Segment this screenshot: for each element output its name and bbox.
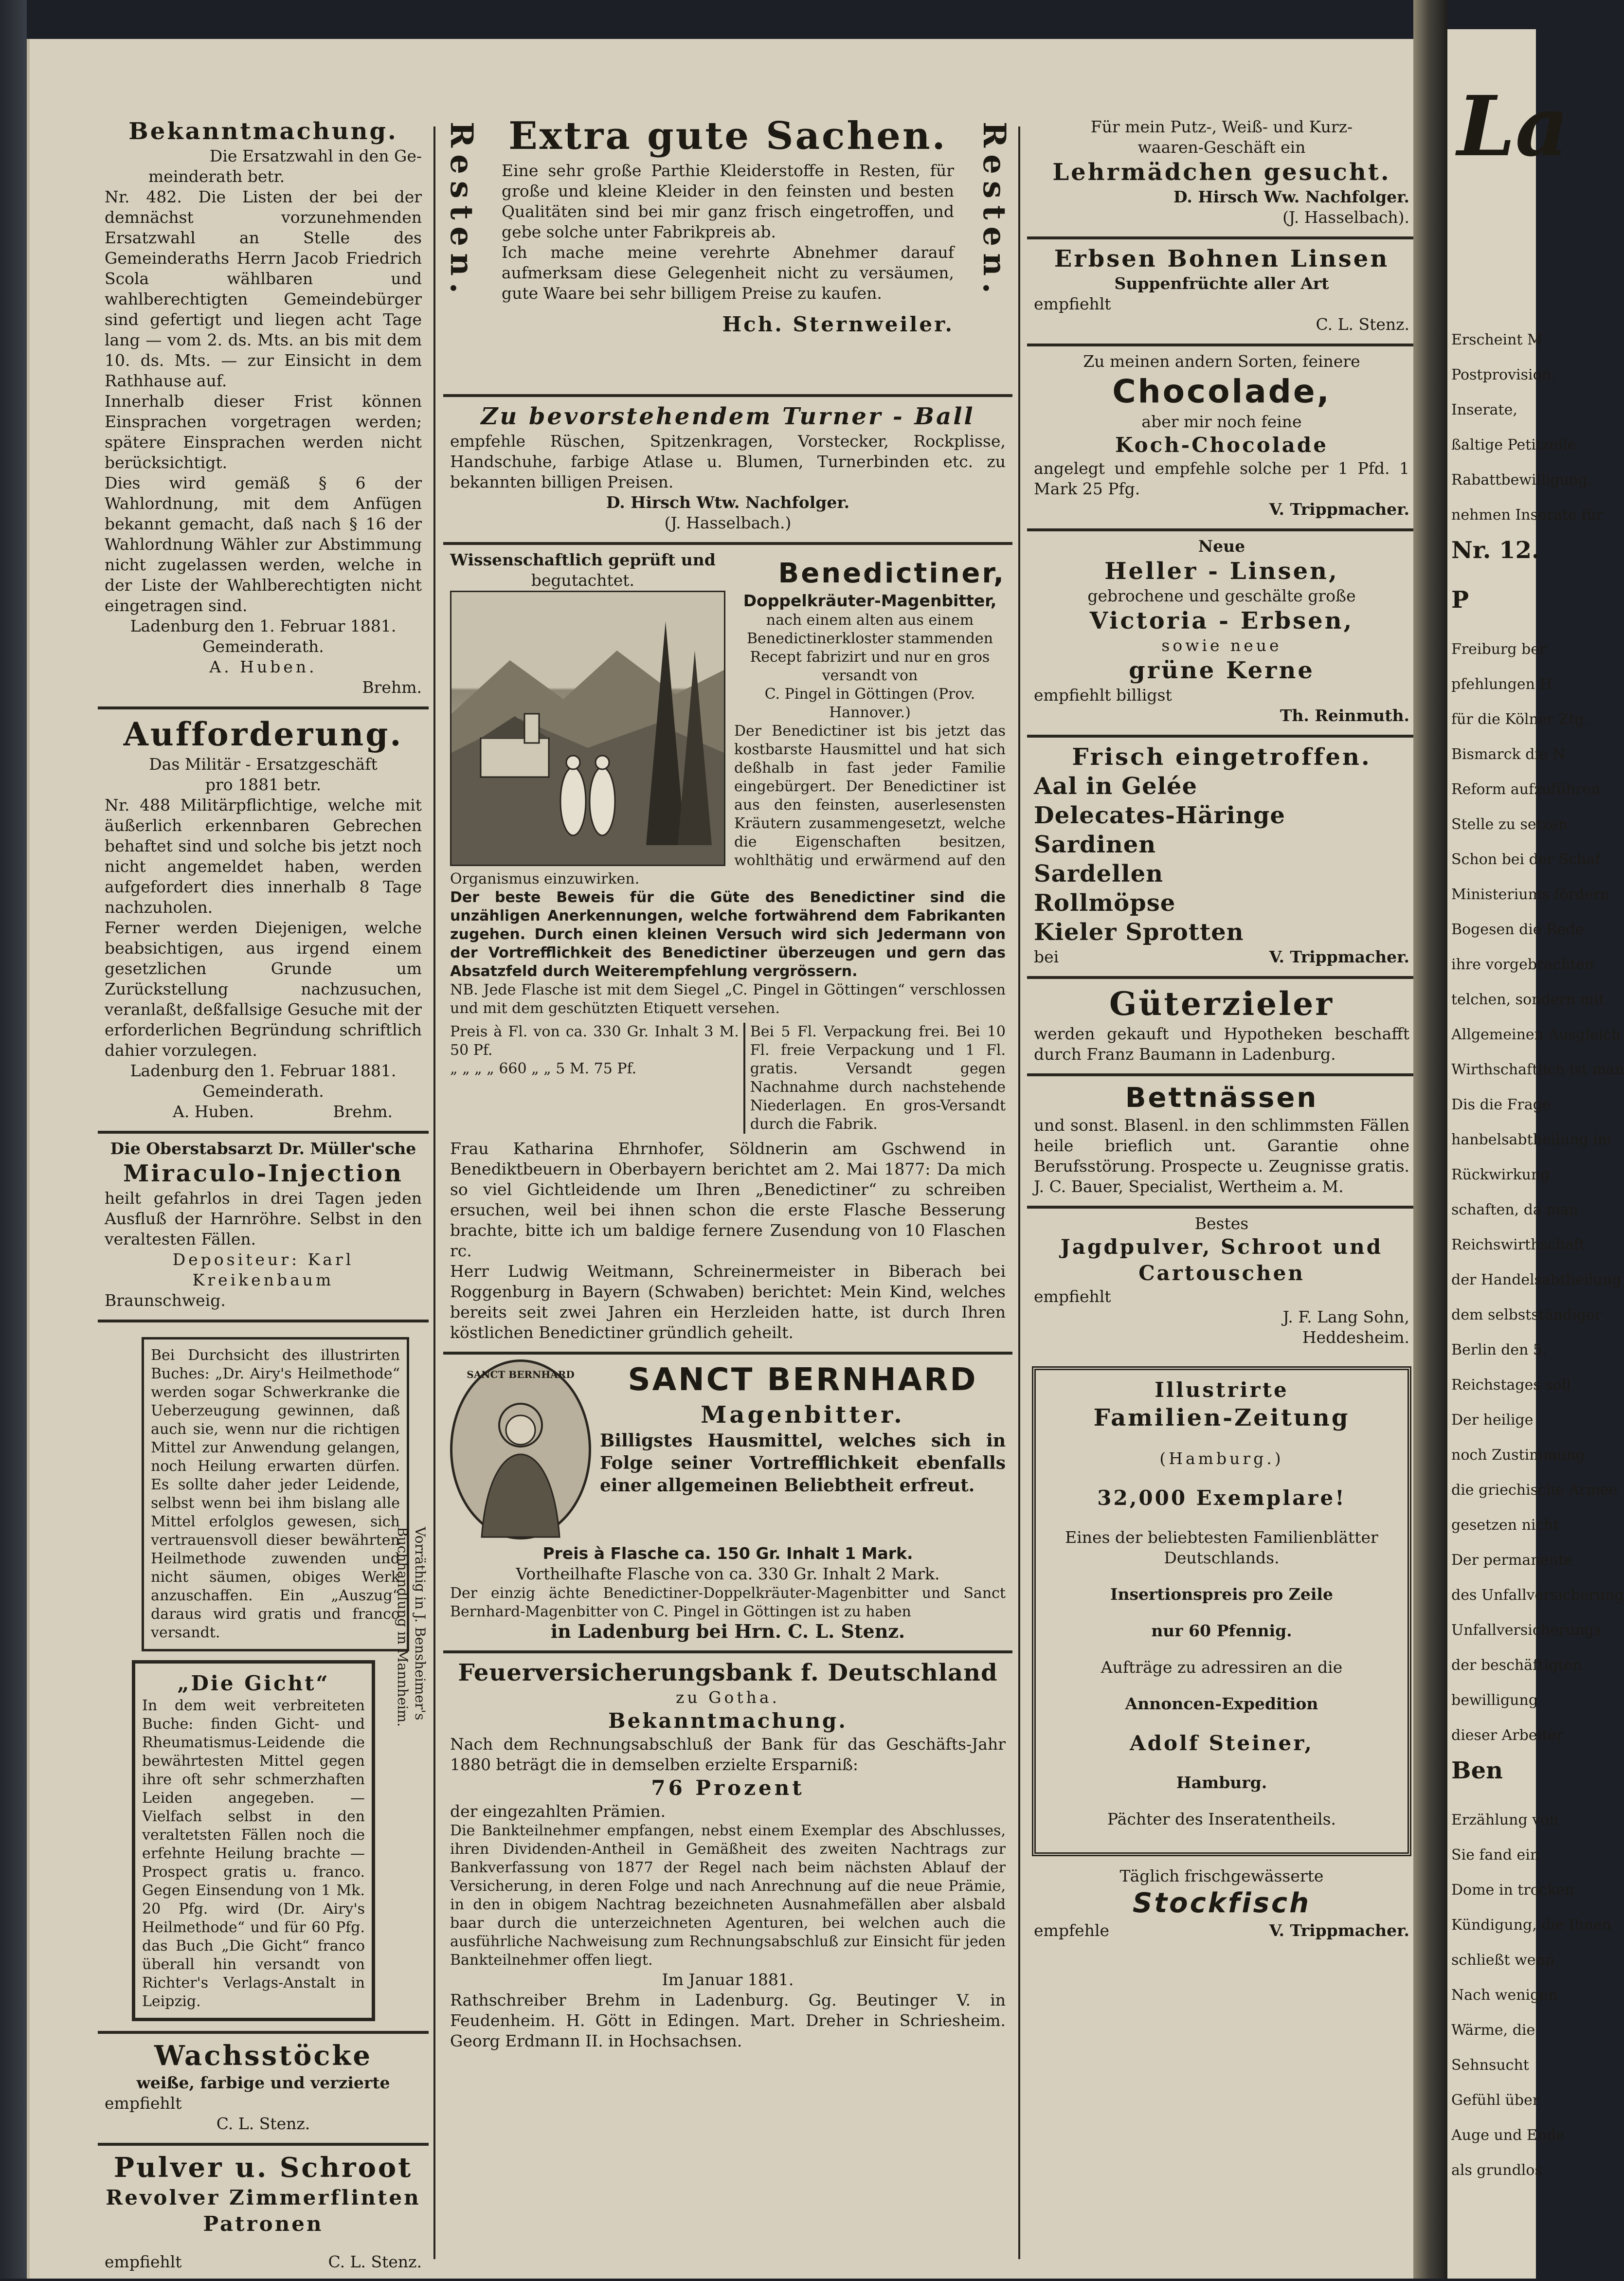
text-line: Gefühl über xyxy=(1451,2092,1540,2109)
ad-benedictiner: Wissenschaftlich geprüft und begutachtet. Benedictiner, Doppelkräuter-Magenbitter, nach einem alten aus einem Benedictinerkloster stammenden Recept fabrizirt und nur en gros versandt von C. Pingel in Göttingen (Prov. Hannover.) Der Benedictiner ist bis jetzt das kostbarste Hausmittel und hat sich deßhalb in fast jeder Familie eingebürgert. Der Benedictiner ist aus den feinsten, auserlesensten Kräutern zusammengesetzt, welche die Eigenschaften besitzen, wohlthätig und erwärmend auf den Organismus einzuwirken. Der beste Beweis für die Güte des Benedictiner sind die unzähligen Anerkennungen, welche fortwährend dem Fabrikanten zugehen. Durch einen kleinen Versuch wird sich Jedermann von der Vortrefflichkeit des Benedictiner überzeugen und gern das Absatzfeld durch Weiterempfehlung vergrössern. NB. Jede Flasche ist mit dem Siegel „C. Pingel in Göttingen“ verschlossen und mit dem geschützten Etiquett versehen. Preis à Fl. von ca. 330 Gr. Inhalt 3 M. 50 Pf. „ „ „ „ 660 „ „ 5 M. 75 Pf. Bei 5 Fl. Verpackung frei. Bei 10 Fl. freie Verpackung und 1 Fl. gratis. Versandt gegen Nachnahme durch nachstehende Niederlagen. En gros-Versandt durch die Fabrik. Frau Katharina Ehrnhofer, Söldnerin am Gschwend in Benediktbeuern in Oberbayern berichtet am 2. Mai 1877: Da mich so viel Gichtleidende um Ihren „Benedictiner“ zu schreiben ersuchen, weil bei ihnen schon die erste Flasche Besserung brachte, bitte ich um baldige fernere Zusendung von 10 Flaschen rc. Herr Ludwig Weitmann, Schreinermeister in Biberach bei Roggenburg in Bayern (Schwaben) berichtet: Mein Kind, welches bereits seit zwei Jahren ein Herzleiden hatte, ist durch Ihren köstlichen Benedictiner gründlich geheilt. xyxy=(443,545,1012,1355)
list-item: Aal in Gelée xyxy=(1034,773,1197,800)
list-item: Delecates-Häringe xyxy=(1034,802,1285,829)
text-line: Erzählung von xyxy=(1451,1811,1559,1828)
text-line: Rabattbewilligung. xyxy=(1451,471,1592,489)
ad-gueterzieler: Güterzieler werden gekauft und Hypotheken beschafft durch Franz Baumann in Ladenburg. xyxy=(1027,979,1416,1076)
text-line: Kündigung, die Ihnen xyxy=(1451,1917,1611,1934)
ad-title: Bekanntmachung. xyxy=(128,118,398,145)
column-2 xyxy=(443,112,1012,2060)
monastery-illustration xyxy=(450,591,725,866)
text-line: Berlin den 5. xyxy=(1451,1341,1547,1358)
column-rule xyxy=(433,127,435,2259)
ad-familien-zeitung: Illustrirte Familien-Zeitung (Hamburg.) 32,000 Exemplare! Eines der beliebtesten Familienblätter Deutschlands. Insertionspreis pro Zeile nur 60 Pfennig. Aufträge zu adressiren an die Annoncen-Expedition Adolf Steiner, Hamburg. Pächter des Inseratentheils. xyxy=(1032,1366,1411,1856)
ad-feuerversicherungsbank: Feuerversicherungsbank f. Deutschland zu Gotha. Bekanntmachung. Nach dem Rechnungsabschluß der Bank für das Geschäfts-Jahr 1880 beträgt die in demselben erzielte Ersparniß: 76 Prozent der eingezahlten Prämien. Die Bankteilnehmer empfangen, nebst einem Exemplar des Abschlusses, ihren Dividenden-Antheil in Gemäßheit des zweiten Nachtrags zur Bankverfassung von 1877 der Regel nach beim nächsten Ablauf der Versicherung, in deren Folge und nach Anrechnung auf die neue Prämie, in den in obigem Nachtrag bezeichneten Ausnahmefällen aber alsbald baar durch die unterzeichneten Agenturen, bei welchen auch die ausführliche Nachweisung zum Rechnungsabschluß zur Einsicht für jeden Bankteilnehmer offen liegt. Im Januar 1881. Rathschreiber Brehm in Ladenburg. Gg. Beutinger V. in Feudenheim. H. Gött in Edingen. Mart. Dreher in Schriesheim. Georg Erdmann II. in Hochsachsen. xyxy=(450,1659,1006,2050)
text-line: schaften, da man xyxy=(1451,1201,1578,1218)
text-line: als grundlos xyxy=(1451,2162,1542,2179)
ad-title: Bettnässen xyxy=(1125,1082,1318,1114)
text-line: P xyxy=(1451,586,1469,614)
ad-title: Lehrmädchen gesucht. xyxy=(1052,159,1391,186)
ad-airy-heilmethode: Bei Durchsicht des illustrirten Buches: „Dr. Airy's Heilmethode“ werden sogar Schwerkranke die Ueberzeugung gewinnen, daß auch sie, wenn nur die richtigen Mittel zur Anwendung gelangen, noch Heilung erwarten dürfen. Es sollte daher jeder Leidende, selbst wenn bei ihm bislang alle Mittel erfolglos gewesen, sich vertrauensvoll dieser bewährten Heilmethode zuwenden und nicht säumen, obiges Werk anzuschaffen. Ein „Auszug“ daraus wird gratis und franco versandt. „Die Gicht“ In dem weit verbreiteten Buche: finden Gicht- und Rheumatismus-Leidende die bewährtesten Mittel gegen ihre oft sehr schmerzhaften Leiden angegeben. — Vielfach selbst in den veraltetsten Fällen noch die erfehnte Heilung brachte — Prospect gratis u. franco. Gegen Einsendung von 1 Mk. 20 Pfg. wird (Dr. Airy's Heilmethode“ und für 60 Pfg. das Buch „Die Gicht“ franco überall hin versandt von Richter's Verlags-Anstalt in Leipzig. Vorräthig in J. Bensheimer's Buchhandlung in Mannheim. xyxy=(98,1322,429,2031)
ad-title: Stockfisch xyxy=(1133,1887,1311,1919)
list-item: Rollmöpse xyxy=(1034,889,1176,917)
text-line: Schon bei der Schaf xyxy=(1451,851,1601,868)
text-line: Erscheint M xyxy=(1451,331,1542,348)
ad-body: Nr. 482. Die Listen der bei der demnächst vorzunehmenden Ersatzwahl an Stelle des Gemeinderaths Herrn Jacob Friedrich Scola wählbaren und wahlberechtigten Gemeindebürger sind gefertigt und liegen acht Tage lang — vom 2. ds. Mts. an bis mit dem 10. ds. Mts. — zur Einsicht in dem Rathhause auf. xyxy=(105,187,422,390)
newspaper-page xyxy=(27,39,1416,2279)
ad-sanct-bernhard: SANCT BERNHARD SANCT BERNHARD Magenbitter. Billigstes Hausmittel, welches sich in Folge seiner Vortrefflichkeit ebenfalls einer allgemeinen Beliebtheit erfreut. Preis à Flasche ca. 150 Gr. Inhalt 1 Mark. Vortheilhafte Flasche von ca. 330 Gr. Inhalt 2 Mark. Der einzig ächte Benedictiner-Doppelkräuter-Magenbitter und Sanct Bernhard-Magenbitter von C. Pingel in Göttingen ist zu haben in Ladenburg bei Hrn. C. L. Stenz. xyxy=(443,1355,1012,1653)
scanner-board xyxy=(0,0,27,2279)
text-line: Reform aufzuführen xyxy=(1451,781,1601,798)
ad-pulver-schroot: Pulver u. Schroot Revolver Zimmerflinten Patronen empfiehlt C. L. Stenz. xyxy=(105,2152,422,2271)
ad-title: Frisch eingetroffen. xyxy=(1072,743,1371,771)
text-line: bewilligung xyxy=(1451,1692,1538,1709)
text-line: Wärme, die xyxy=(1451,2022,1535,2039)
text-line: Reichstages soll xyxy=(1451,1376,1571,1394)
text-line: schließt wenn xyxy=(1451,1952,1555,1969)
ad-wachsstoecke: Wachsstöcke weiße, farbige und verzierte empfiehlt C. L. Stenz. xyxy=(98,2031,429,2146)
ad-jagdpulver: Bestes Jagdpulver, Schroot und Cartouschen empfiehlt J. F. Lang Sohn, Heddesheim. xyxy=(1034,1214,1409,1347)
ad-frisch-eingetroffen: Frisch eingetroffen. Aal in Gelée Delecates-Häringe Sardinen Sardellen Rollmöpse Kieler Sprotten bei V. Trippmacher. xyxy=(1027,738,1416,979)
ad-linsen-erbsen: Neue Heller - Linsen, gebrochene und geschälte große Victoria - Erbsen, sowie neue grüne Kerne empfiehlt billigst Th. Reinmuth. xyxy=(1027,531,1416,738)
book-gutter xyxy=(1413,0,1447,2279)
text-line: Sie fand ein xyxy=(1451,1847,1540,1864)
ad-title: Chocolade, xyxy=(1112,373,1331,410)
text-line: pfehlungen H xyxy=(1451,676,1552,693)
text-line: für die Kölner Ztg. xyxy=(1451,711,1589,728)
text-line: der beschäftigten xyxy=(1451,1657,1582,1674)
ad-resten: Resten. Resten. Extra gute Sachen. Eine sehr große Parthie Kleiderstoffe in Resten, für große und kleine Kleider in den feinsten und besten Qualitäten sind bei mir ganz frisch eingetroffen, und gebe solche unter Fabrikpreis ab. Ich mache meine verehrte Abnehmer darauf aufmerksam diese Gelegenheit nicht zu versäumen, gute Waare bei sehr billigem Preise zu kaufen. Hch. Sternweiler. xyxy=(443,112,1012,397)
text-line: Der heilige xyxy=(1451,1412,1534,1429)
text-line: Bismarck die N xyxy=(1451,746,1566,763)
text-line: gesetzen nicht xyxy=(1451,1517,1559,1534)
text-line: Reichswirthschaft xyxy=(1451,1236,1586,1253)
saint-bernhard-portrait: SANCT BERNHARD xyxy=(450,1359,591,1539)
text-line: ßaltige Petitzeile xyxy=(1451,436,1576,453)
text-line: Auge und Ende xyxy=(1451,2127,1565,2144)
text-line: Unfallversicherungs xyxy=(1451,1622,1602,1639)
ad-bettnaessen: Bettnässen und sonst. Blasenl. in den schlimmsten Fällen heile brieflich unt. Garantie ohne Berufsstörung. Prospecte u. Zeugnisse gratis. J. C. Bauer, Specialist, Wertheim a. M. xyxy=(1027,1076,1416,1209)
text-line: Nr. 12. xyxy=(1451,537,1540,564)
text-line: dieser Arbeiter xyxy=(1451,1727,1564,1744)
text-line: Allgemeinen Ausgleich xyxy=(1451,1026,1621,1043)
text-line: ihre vorgebrachten xyxy=(1451,956,1594,973)
ad-title: Wachsstöcke xyxy=(154,2040,372,2072)
ad-lehrmaedchen: Für mein Putz-, Weiß- und Kurz- waaren-Geschäft ein Lehrmädchen gesucht. D. Hirsch Ww. Nachfolger. (J. Hasselbach). xyxy=(1027,112,1416,239)
text-line: des Unfallversicherung xyxy=(1451,1587,1624,1604)
text-line: Bogesen die Rede xyxy=(1451,921,1584,938)
column-1 xyxy=(98,112,429,2281)
text-line: nehmen Inserate für xyxy=(1451,507,1604,524)
masthead: La xyxy=(1457,78,1569,175)
column-rule xyxy=(1018,127,1020,2259)
ad-title: Benedictiner, xyxy=(778,558,1006,589)
text-line: Rückwirkung xyxy=(1451,1166,1550,1183)
ad-title: Extra gute Sachen. xyxy=(508,114,947,158)
text-line: Stelle zu setzen xyxy=(1451,816,1568,833)
text-line: dem selbstständiger xyxy=(1451,1306,1602,1323)
ad-title: Feuerversicherungsbank f. Deutschland xyxy=(458,1659,998,1686)
next-page-edge xyxy=(1447,29,1624,2279)
ad-bekanntmachung-ersatzwahl: Bekanntmachung. Die Ersatzwahl in den Ge- meinderath betr. Nr. 482. Die Listen der bei der demnächst vorzunehmenden Ersatzwahl an Stelle des Gemeinderaths Herrn Jacob Friedrich Scola wählbaren und wahlberechtigten Gemeindebürger sind gefertigt und liegen acht Tage lang — vom 2. ds. Mts. an bis mit dem 10. ds. Mts. — zur Einsicht in dem Rathhause auf. Innerhalb dieser Frist können Einsprachen vorgetragen werden; spätere Einsprachen werden nicht berücksichtigt. Dies wird gemäß § 6 der Wahlordnung, mit dem Anfügen bekannt gemacht, daß nach § 16 der Wahlordnung Wähler zur Abstimmung nicht zugelassen werden, welche in der Liste der Wahlberechtigten nicht eingetragen sind. Ladenburg den 1. Februar 1881. Gemeinderath. A. Huben. Brehm. xyxy=(98,112,429,709)
list-item: Sardellen xyxy=(1034,860,1164,887)
text-line: der Handelsabtheilung xyxy=(1451,1271,1622,1288)
text-line: Inserate, xyxy=(1451,401,1517,418)
text-line: die griechische Armee xyxy=(1451,1482,1618,1499)
ad-title: SANCT BERNHARD xyxy=(628,1362,978,1398)
ad-miraculo-injection: Die Oberstabsarzt Dr. Müller'sche Miraculo-Injection heilt gefahrlos in drei Tagen jeden Ausfluß der Harnröhre. Selbst in den veraltesten Fällen. Depositeur: Karl Kreikenbaum Braunschweig. xyxy=(98,1134,429,1322)
list-item: Sardinen xyxy=(1034,831,1156,858)
text-line: telchen, sondern mit xyxy=(1451,991,1605,1008)
column-3 xyxy=(1027,112,1416,1950)
text-line: Postprovision. xyxy=(1451,366,1556,383)
ad-title: Erbsen Bohnen Linsen xyxy=(1054,245,1389,272)
ad-stockfisch: Täglich frischgewässerte Stockfisch empfehle V. Trippmacher. xyxy=(1034,1866,1409,1940)
text-line: Freiburg ber xyxy=(1451,641,1547,658)
text-line: Sehnsucht xyxy=(1451,2057,1529,2074)
text-line: hanbelsabtheilung im xyxy=(1451,1131,1612,1148)
text-line: Ministeriums fördern xyxy=(1451,886,1610,903)
ad-turner-ball: Zu bevorstehendem Turner - Ball empfehle Rüschen, Spitzenkragen, Vorstecker, Rockplisse, Handschuhe, farbige Atlase u. Blumen, Turnerbinden etc. zu bekannten billigen Preisen. D. Hirsch Wtw. Nachfolger. (J. Hasselbach.) xyxy=(443,397,1012,545)
text-line: Ben xyxy=(1451,1757,1503,1784)
text-line: Der permanente xyxy=(1451,1552,1573,1569)
text-line: Nach wenigen xyxy=(1451,1987,1558,2004)
text-line: Dome in trocken xyxy=(1451,1882,1574,1899)
ad-huelsenfruechte: Erbsen Bohnen Linsen Suppenfrüchte aller Art empfiehlt C. L. Stenz. xyxy=(1027,239,1416,346)
ad-chocolade: Zu meinen andern Sorten, feinere Chocolade, aber mir noch feine Koch-Chocolade angelegt und empfehle solche per 1 Pfd. 1 Mark 25 Pfg. V. Trippmacher. xyxy=(1027,346,1416,531)
text-line: Wirthschaftlich ist man xyxy=(1451,1061,1624,1078)
ad-title: Güterzieler xyxy=(1109,985,1334,1023)
ad-title: Aufforderung. xyxy=(123,715,403,753)
list-item: Kieler Sprotten xyxy=(1034,919,1244,946)
ad-aufforderung: Aufforderung. Das Militär - Ersatzgeschäft pro 1881 betr. Nr. 488 Militärpflichtige, welche mit äußerlich erkennbaren Gebrechen behaftet sind und solche bis jetzt noch nicht angemeldet haben, werden aufgefordert dies innerhalb 8 Tage nachzuholen. Ferner werden Diejenigen, welche beabsichtigen, aus irgend einem gesetzlichen Grunde um Zurückstellung nachzusuchen, veranlaßt, deßfallsige Gesuche mit der erforderlichen Begründung schriftlich dahier vorzulegen. Ladenburg den 1. Februar 1881. Gemeinderath. A. Huben. Brehm. xyxy=(98,709,429,1134)
text-line: noch Zustimmung xyxy=(1451,1447,1585,1464)
text-line: Dis die Frage xyxy=(1451,1096,1551,1113)
ad-title: Miraculo-Injection xyxy=(123,1160,403,1187)
ad-title: Familien-Zeitung xyxy=(1093,1404,1350,1431)
ad-title: Zu bevorstehendem Turner - Ball xyxy=(481,403,975,430)
